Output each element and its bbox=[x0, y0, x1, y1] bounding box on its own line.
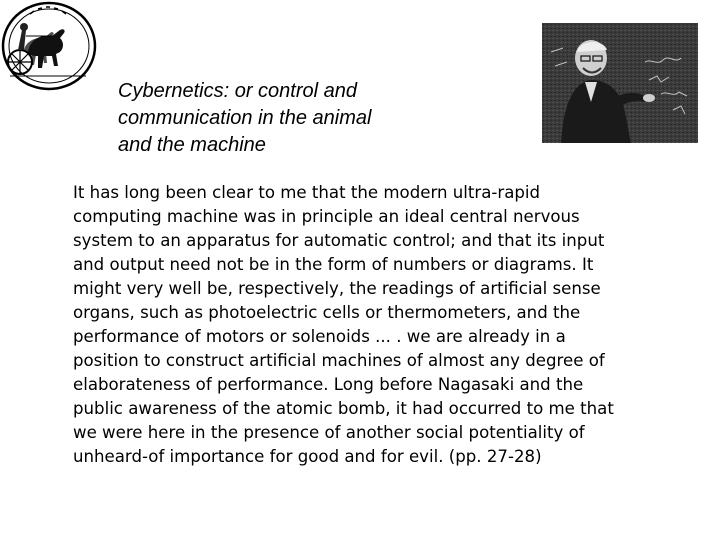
coin-seal-logo bbox=[0, 0, 98, 92]
quote-paragraph: It has long been clear to me that the modern ultra-rapid computing machine was in principle an ideal central nervous system to an apparatus for automatic control; and that its input and output need not be in the form of numbers or diagrams. It might very well be, respectively, the readings of artificial sense organs, such as photoelectric cells or thermometers, and the performance of motors or solenoids ... . we are already in a position to construct artificial machines of almost any degree of elaborateness of performance. Long before Nagasaki and the public awareness of the atomic bomb, it had occurred to me that we were here in the presence of another social potentiality of unheard-of importance for good and for evil. (pp. 27-28) bbox=[73, 183, 614, 466]
lecturer-photo bbox=[541, 22, 699, 144]
slide-title: Cybernetics: or control and communication in the animal and the machine bbox=[118, 80, 372, 156]
